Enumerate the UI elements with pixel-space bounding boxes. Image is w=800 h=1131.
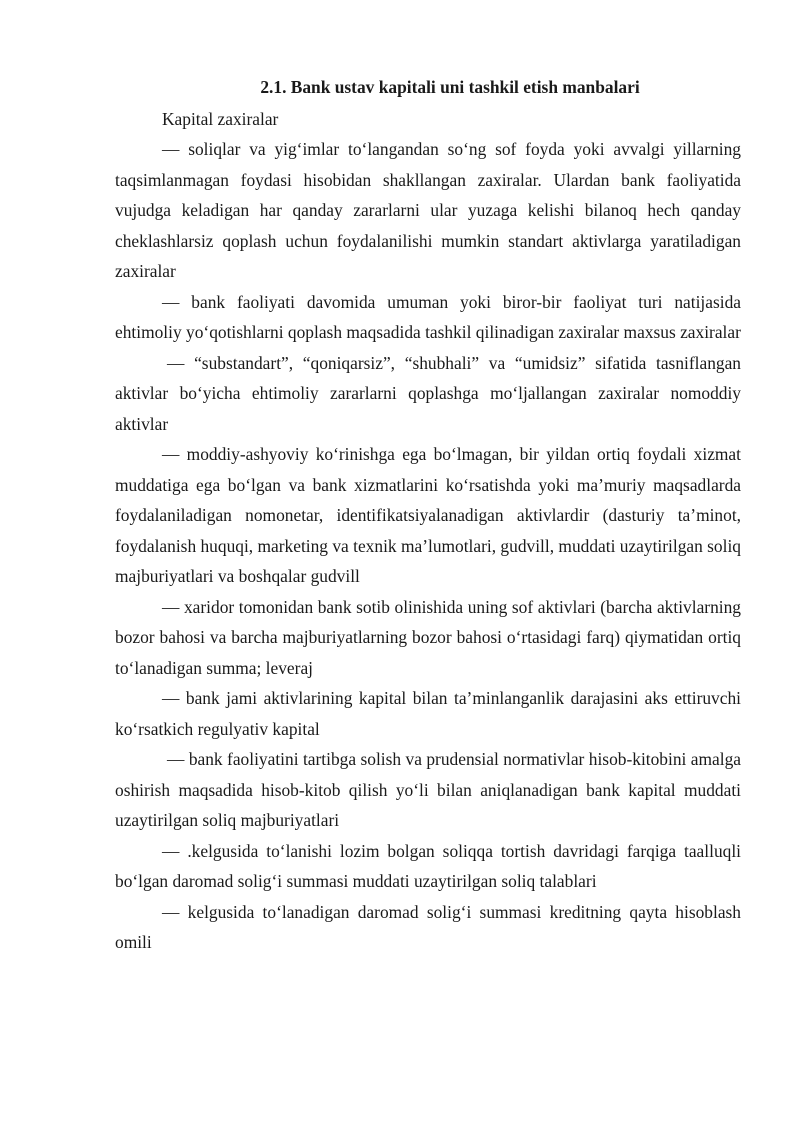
paragraph-intangible-assets: — moddiy-ashyoviy ko‘rinishga ega bo‘lmagan, bir yildan ortiq foydali xizmat muddatiga ega bo‘lgan va bank xizmatlarini ko‘rsatishda yoki ma’muriy maqsadlarda foydalaniladigan nomonetar, identifikatsiyalanadigan aktivlardir (dasturiy ta’minot, foydalanish huquqi, marketing va texnik ma’lumotlari, gudvill, muddati uzaytirilgan soliq majburiyatlari va boshqalar gudvill <box>115 444 741 586</box>
paragraph-special-reserves: — bank faoliyati davomida umuman yoki biror-bir faoliyat turi natijasida ehtimoliy yo‘qotishlarni qoplash maqsadida tashkil qilinadigan zaxiralar maxsus zaxiralar <box>115 291 741 342</box>
paragraph-capital-reserves: Kapital zaxiralar <box>162 108 279 129</box>
paragraph-classified-assets: — “substandart”, “qoniqarsiz”, “shubhali” va “umidsiz” sifatida tasniflangan aktivlar bo‘yicha ehtimoliy zararlarni qoplashga mo‘ljallangan zaxiralar nomoddiy aktivlar <box>115 352 741 434</box>
paragraph-deferred-tax-assets: — kelgusida to‘lanadigan daromad solig‘i summasi kreditning qayta hisoblash omili <box>115 901 741 952</box>
document-page <box>115 72 741 958</box>
section-title: 2.1. Bank ustav kapitali uni tashkil etish manbalari <box>260 77 640 97</box>
paragraph-regulatory-capital: — bank faoliyatini tartibga solish va prudensial normativlar hisob-kitobini amalga oshirish maqsadida hisob-kitob qilish yo‘li bilan aniqlanadigan bank kapital muddati uzaytirilgan soliq majburiyatlari <box>115 749 741 830</box>
paragraph-leverage: — bank jami aktivlarining kapital bilan ta’minlanganlik darajasini aks ettiruvchi ko‘rsatkich regulyativ kapital <box>115 688 741 739</box>
paragraph-goodwill: — xaridor tomonidan bank sotib olinishida uning sof aktivlari (barcha aktivlarning bozor bahosi va barcha majburiyatlarning bozor bahosi o‘rtasidagi farq) qiymatidan ortiq to‘lanadigan summa; leveraj <box>115 596 741 678</box>
paragraph-reserves-definition: — soliqlar va yig‘imlar to‘langandan so‘ng sof foyda yoki avvalgi yillarning taqsimlanmagan foydasi hisobidan shakllangan zaxiralar. Ulardan bank faoliyatida vujudga keladigan har qanday zararlarni ular yuzaga kelishi bilanoq hech qanday cheklashlarsiz qoplash uchun foydalanilishi mumkin standart aktivlarga yaratiladigan zaxiralar <box>115 139 741 281</box>
paragraph-deferred-tax-liabilities: — .kelgusida to‘lanishi lozim bolgan soliqqa tortish davridagi farqiga taalluqli bo‘lgan daromad solig‘i summasi muddati uzaytirilgan soliq talablari <box>115 840 741 891</box>
